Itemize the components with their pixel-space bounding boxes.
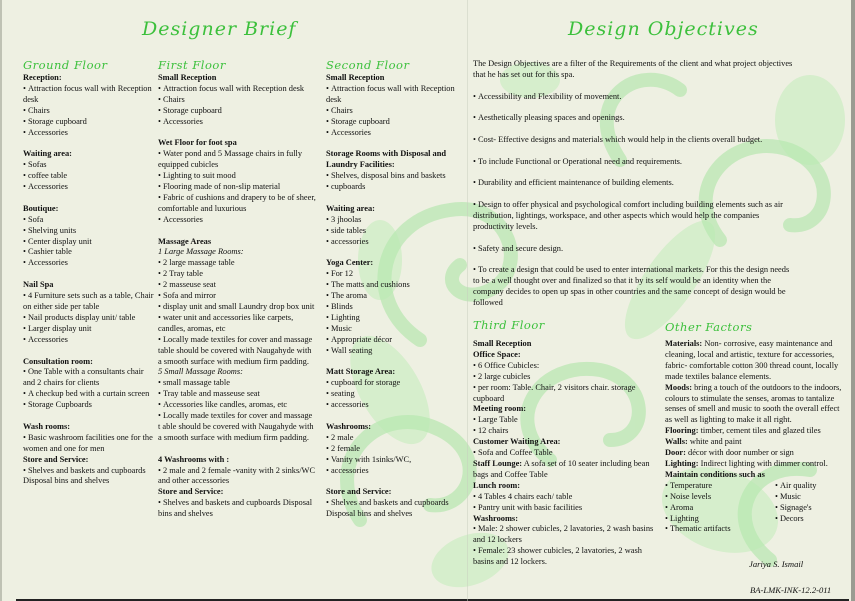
list-item: • Storage Cupboards <box>23 400 155 411</box>
list-item: • Cashier table <box>23 247 155 258</box>
factor-label: Materials: <box>665 339 703 348</box>
factor-entry <box>665 383 847 427</box>
section-store-service <box>23 455 155 488</box>
section-small-reception <box>158 73 316 128</box>
section-nail-spa <box>23 280 155 345</box>
section-waiting-area <box>23 149 155 193</box>
list-item: • Accessories <box>23 258 155 269</box>
list-item: • Shelves and baskets and cupboards Disposal bins and shelves <box>326 498 464 520</box>
list-item: • Accessories <box>326 128 464 139</box>
list-item: • Decors <box>775 514 855 525</box>
block-title: Staff Lounge: <box>473 458 523 468</box>
section-title: Store and Service: <box>23 454 89 464</box>
section-storage-rooms <box>326 149 464 193</box>
second-floor-column <box>326 73 464 520</box>
list-item: • Accessories <box>158 117 316 128</box>
factor-entry <box>665 426 847 437</box>
list-item: • Lighting to suit mood <box>158 171 316 182</box>
list-item: • Aroma <box>665 503 775 514</box>
list-item: • Sofa and mirror <box>158 291 316 302</box>
list-item: • accessories <box>326 237 464 248</box>
objective-item: • Aesthetically pleasing spaces and openings. <box>473 113 795 124</box>
list-item: • Sofa and Coffee Table <box>473 448 659 459</box>
section-title: Storage Rooms with Disposal and Laundry Facilities: <box>326 149 447 170</box>
list-item: • accessories <box>326 466 464 477</box>
section-waiting-area <box>326 204 464 248</box>
section-consultation-room <box>23 357 155 412</box>
factor-text: bring a touch of the outdoors to the indoors, colours to stimulate the senses, aromas to tantalize senses of smell and music to sooth the overall effect as well as lighting to make it all right. <box>665 382 842 425</box>
other-factors-heading: Other Factors <box>665 320 753 334</box>
block-title: Meeting room: <box>473 404 527 414</box>
list-item: • The matts and cushions <box>326 280 464 291</box>
section-title: Small Reception <box>158 73 217 82</box>
factor-text: Indirect lighting with dimmer control. <box>700 458 828 468</box>
objectives-column <box>473 59 795 320</box>
list-item: • 12 chairs <box>473 426 659 437</box>
maintain-left-list <box>665 481 775 536</box>
section-title: Massage Areas <box>158 236 212 246</box>
section-title: Matt Storage Area: <box>326 367 396 377</box>
block-title: Customer Waiting Area: <box>473 437 561 447</box>
list-item: • Chairs <box>23 106 155 117</box>
list-item: • water unit and accessories like carpets, candles, aromas, etc <box>158 313 316 335</box>
list-item: • One Table with a consultants chair and 2 chairs for clients <box>23 367 155 389</box>
objective-item: • To include Functional or Operational need and requirements. <box>473 157 795 168</box>
page-left-edge <box>0 0 2 601</box>
list-item: • Sofas <box>23 160 155 171</box>
ground-floor-column <box>23 73 155 487</box>
list-item: • Accessories like candles, aromas, etc <box>158 400 316 411</box>
section-title: Wash rooms: <box>23 421 71 431</box>
list-item: • 2 male and 2 female -vanity with 2 sinks/WC and other accessories <box>158 466 316 488</box>
designer-brief-title: Designer Brief <box>142 18 297 40</box>
center-fold <box>467 0 468 601</box>
section-massage-areas <box>158 237 316 444</box>
list-item: • Water pond and 5 Massage chairs in fully equipped cubicles <box>158 149 316 171</box>
section-title: Consultation room: <box>23 356 93 366</box>
list-item: • Nail products display unit/ table <box>23 313 155 324</box>
list-item: • Signage's <box>775 503 855 514</box>
list-item: • Temperature <box>665 481 775 492</box>
other-factors-column <box>665 339 847 535</box>
objectives-intro: The Design Objectives are a filter of the Requirements of the client and what project objectives that he has set out for this spa. <box>473 59 793 79</box>
third-floor-column <box>473 339 659 568</box>
second-floor-heading: Second Floor <box>326 58 410 72</box>
factor-entry <box>665 459 847 470</box>
section-title: Washrooms: <box>326 421 371 431</box>
list-item: • Storage cupboard <box>23 117 155 128</box>
section-title: Waiting area: <box>23 149 72 159</box>
factor-text: décor with door number or sign <box>688 448 794 458</box>
list-item: • Accessories <box>23 182 155 193</box>
section-reception <box>23 73 155 138</box>
factor-label: Flooring: <box>665 426 699 436</box>
list-item: • Shelves, disposal bins and baskets <box>326 171 464 182</box>
list-item: • 2 large massage table <box>158 258 316 269</box>
list-item: • Shelves and baskets and cupboards Disposal bins and shelves <box>158 498 316 520</box>
list-item: • per room: Table. Chair, 2 visitors chair. storage cupboard <box>473 383 659 405</box>
list-item: • Lighting <box>326 313 464 324</box>
objective-item: • Durability and efficient maintenance of building elements. <box>473 178 795 189</box>
list-item: • seating <box>326 389 464 400</box>
section-wet-floor <box>158 138 316 225</box>
list-item: • Accessories <box>23 128 155 139</box>
section-washrooms <box>326 422 464 477</box>
section-store-service <box>158 487 316 520</box>
list-item: • Thematic artifacts <box>665 524 775 535</box>
list-item: • Female: 23 shower cubicles, 2 lavatories, 2 wash basins and 12 lockers. <box>473 546 659 568</box>
section-matt-storage <box>326 367 464 411</box>
list-item: • Fabric of cushions and drapery to be of sheer, comfortable and luxurious <box>158 193 316 215</box>
list-item: • Wall seating <box>326 346 464 357</box>
list-item: • Center display unit <box>23 237 155 248</box>
ground-floor-heading: Ground Floor <box>23 58 108 72</box>
list-item: • 4 Tables 4 chairs each/ table <box>473 492 659 503</box>
list-item: • Appropriate décor <box>326 335 464 346</box>
factor-label: Moods: <box>665 382 692 392</box>
document-code: BA-LMK-INK-12.2-011 <box>750 585 832 595</box>
list-item: • 2 female <box>326 444 464 455</box>
first-floor-column <box>158 73 316 520</box>
list-item: • 4 Furniture sets such as a table, Chair on either side per table <box>23 291 155 313</box>
objective-item: • To create a design that could be used to enter international markets. For this the design needs to be a well thought over and finalized so that it by its self would be an identity when the company decides to open up spas in other countries and the same concept of design would be followed <box>473 265 795 309</box>
list-item: • The aroma <box>326 291 464 302</box>
list-item: • display unit and small Laundry drop box unit <box>158 302 316 313</box>
list-item: • Locally made textiles for cover and massage t able should be covered with Naugahyde with a smooth surface with medium firm padding. <box>158 411 316 444</box>
maintain-title: Maintain conditions such as <box>665 469 765 479</box>
list-item: • Attraction focus wall with Reception desk <box>326 84 464 106</box>
staff-lounge-entry <box>473 459 659 481</box>
list-item: • For 12 <box>326 269 464 280</box>
list-item: • Noise levels <box>665 492 775 503</box>
list-item: • Shelving units <box>23 226 155 237</box>
list-item: • small massage table <box>158 378 316 389</box>
list-item: • 2 Tray table <box>158 269 316 280</box>
list-item: • Large Table <box>473 415 659 426</box>
section-title: Store and Service: <box>158 487 224 497</box>
list-item: • A checkup bed with a curtain screen <box>23 389 155 400</box>
maintain-conditions-list <box>665 481 847 536</box>
factor-label: Door: <box>665 448 686 458</box>
section-washrooms <box>158 455 316 488</box>
factor-text: white and paint <box>689 437 742 447</box>
block-title: Lunch room: <box>473 480 521 490</box>
block-inline-text: A sofa set of 10 seater including bean bags and Coffee Table <box>473 458 650 479</box>
objective-item: • Cost- Effective designs and materials which would help in the clients overall budget. <box>473 135 795 146</box>
list-item: • 2 masseuse seat <box>158 280 316 291</box>
section-title: Waiting area: <box>326 203 375 213</box>
section-title: 4 Washrooms with : <box>158 454 230 464</box>
list-item: • Blinds <box>326 302 464 313</box>
section-title: Store and Service: <box>326 487 392 497</box>
list-item: • Shelves and baskets and cupboards Disposal bins and shelves <box>23 466 155 488</box>
objective-item: • Safety and secure design. <box>473 244 795 255</box>
list-item: • Flooring made of non-slip material <box>158 182 316 193</box>
first-floor-heading: First Floor <box>158 58 226 72</box>
block-title: Office Space: <box>473 349 521 359</box>
factor-label: Walls: <box>665 437 688 447</box>
section-store-service <box>326 487 464 520</box>
section-title: Wet Floor for foot spa <box>158 138 237 148</box>
list-item: • Attraction focus wall with Reception desk <box>158 84 316 95</box>
block-title: Washrooms: <box>473 513 518 523</box>
list-item: • accessories <box>326 400 464 411</box>
factor-label: Lighting: <box>665 458 699 468</box>
list-item: • cupboard for storage <box>326 378 464 389</box>
list-item: • cupboards <box>326 182 464 193</box>
list-item: • Air quality <box>775 481 855 492</box>
list-item: • 2 large cubicles <box>473 372 659 383</box>
section-title: Yoga Center: <box>326 258 374 268</box>
list-item: • Larger display unit <box>23 324 155 335</box>
list-item: • coffee table <box>23 171 155 182</box>
block-title: Small Reception <box>473 339 532 348</box>
section-title: Reception: <box>23 73 62 82</box>
list-item: • Accessories <box>23 335 155 346</box>
list-item: • Accessories <box>158 215 316 226</box>
factor-entry <box>665 339 847 383</box>
list-item: • Lighting <box>665 514 775 525</box>
section-wash-rooms <box>23 422 155 455</box>
list-item: • Chairs <box>158 95 316 106</box>
maintain-right-list <box>775 481 855 536</box>
factor-text: Non- corrosive, easy maintenance and cleaning, local and artistic, texture for accessories, fabric- comfortable cotton 300 thread count, locally made textiles balance elements. <box>665 339 839 381</box>
list-item: • Storage cupboard <box>326 117 464 128</box>
design-objectives-title: Design Objectives <box>568 18 759 40</box>
subsection-title: 1 Large Massage Rooms: <box>158 247 244 257</box>
objective-item: • Design to offer physical and psychological comfort including building elements such as air distribution, lightings, workspace, and other aspects which would help the companies productivity levels. <box>473 200 795 233</box>
list-item: • Music <box>775 492 855 503</box>
list-item: • Pantry unit with basic facilities <box>473 503 659 514</box>
section-title: Nail Spa <box>23 280 54 290</box>
list-item: • Locally made textiles for cover and massage table should be covered with Naugahyde with a smooth surface with medium firm padding. <box>158 335 316 368</box>
list-item: • Storage cupboard <box>158 106 316 117</box>
list-item: • Sofa <box>23 215 155 226</box>
author-signature: Jariya S. Ismail <box>749 559 804 569</box>
third-floor-heading: Third Floor <box>473 318 545 332</box>
list-item: • Music <box>326 324 464 335</box>
list-item: • side tables <box>326 226 464 237</box>
list-item: • Chairs <box>326 106 464 117</box>
subsection-title: 5 Small Massage Rooms: <box>158 367 243 377</box>
section-small-reception <box>326 73 464 138</box>
section-title: Small Reception <box>326 73 385 82</box>
factor-entry <box>665 437 847 448</box>
list-item: • Attraction focus wall with Reception desk <box>23 84 155 106</box>
factor-entry <box>665 448 847 459</box>
list-item: • Tray table and masseuse seat <box>158 389 316 400</box>
section-yoga-center <box>326 258 464 356</box>
section-title: Boutique: <box>23 203 59 213</box>
list-item: • 3 jhoolas <box>326 215 464 226</box>
list-item: • 6 Office Cubicles: <box>473 361 659 372</box>
list-item: • Vanity with 1sinks/WC, <box>326 455 464 466</box>
list-item: • Male: 2 shower cubicles, 2 lavatories, 2 wash basins and 12 lockers <box>473 524 659 546</box>
list-item: • 2 male <box>326 433 464 444</box>
section-boutique <box>23 204 155 269</box>
list-item: • Basic washroom facilities one for the women and one for men <box>23 433 155 455</box>
objective-item: • Accessibility and Flexibility of movement. <box>473 92 795 103</box>
factor-text: timber, cement tiles and glazed tiles <box>700 426 821 436</box>
